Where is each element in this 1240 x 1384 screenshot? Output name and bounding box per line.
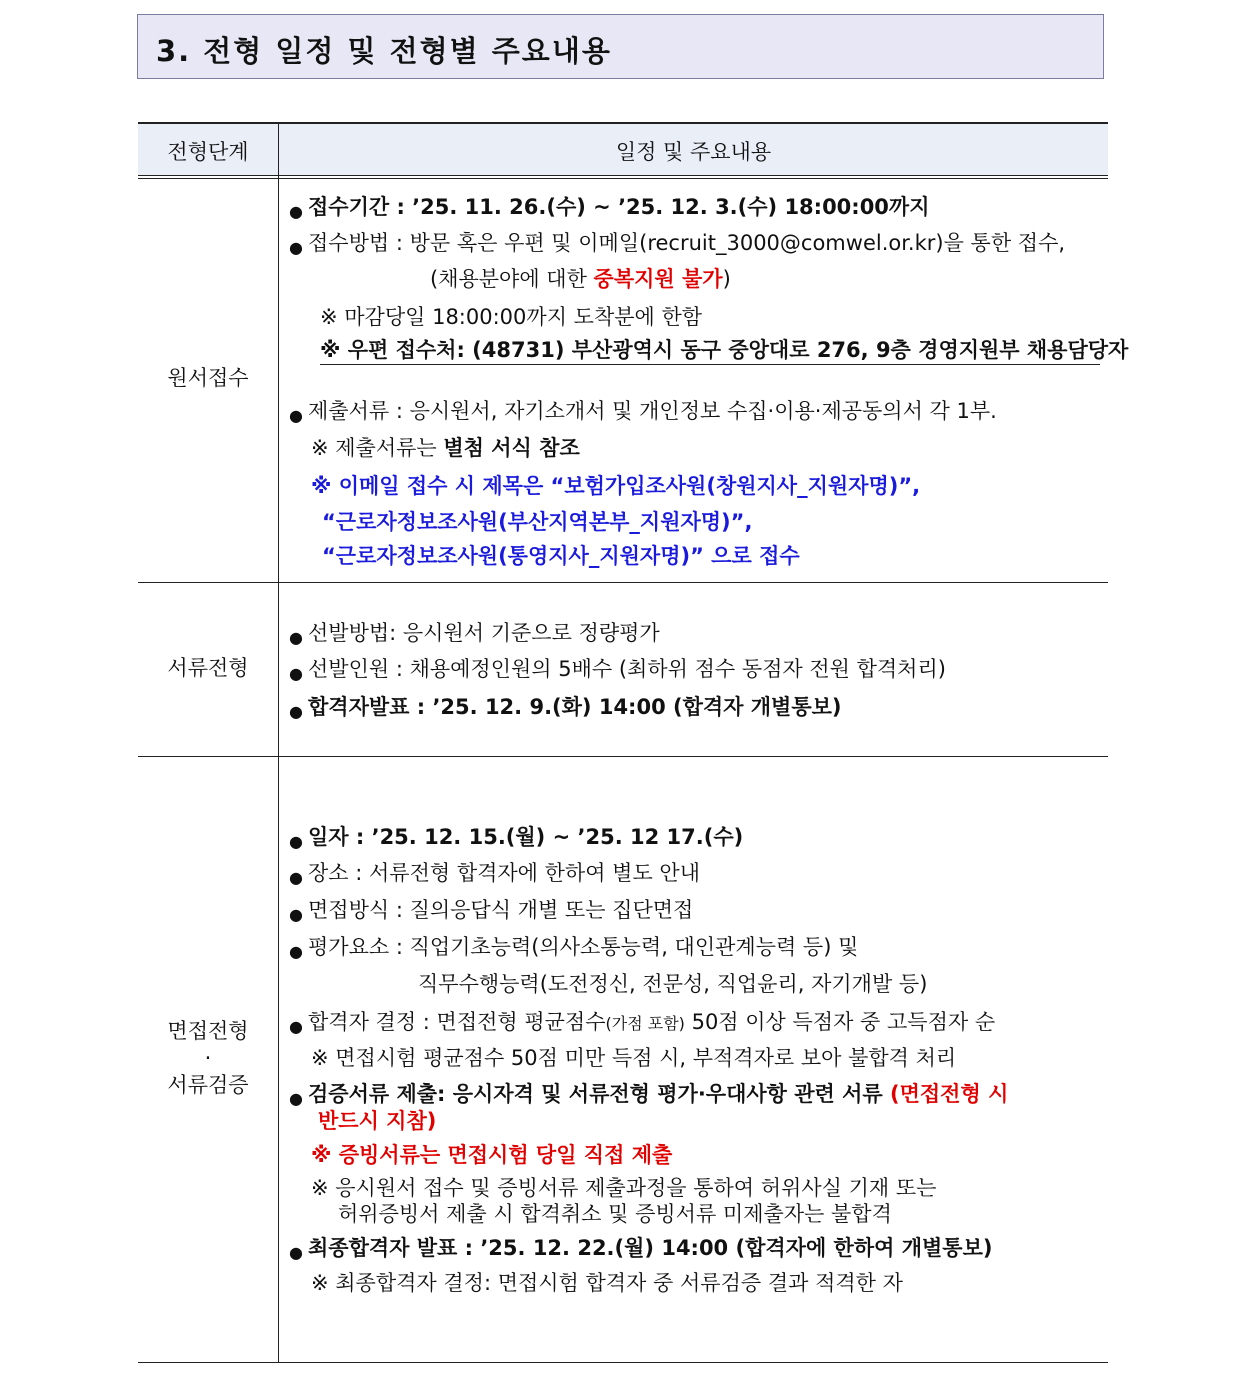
row-rule-1 [138,582,1108,583]
row-rule-2 [138,756,1108,757]
header-stage-label: 전형단계 [167,140,249,164]
note-form: ※ 제출서류는 별첨 서식 참조 [311,436,580,460]
bullet-icon: ● [289,238,303,257]
verification-documents: 검증서류 제출: 응시자격 및 서류전형 평가·우대사항 관련 서류 (면접전형 시 [308,1082,1009,1106]
bullet-icon: ● [289,664,303,683]
evaluation-elements-2: 직무수행능력(도전정신, 전문성, 직업윤리, 자기개발 등) [418,972,928,996]
header-rule-2 [138,178,1108,179]
schedule-table [138,122,1129,1363]
stage-separator-dot: · [204,1046,212,1070]
bullet-icon: ● [289,832,303,851]
document-pass-announcement: 합격자발표 : ’25. 12. 9.(화) 14:00 (합격자 개별통보) [308,695,842,719]
final-pass-note: ※ 최종합격자 결정: 면접시험 합격자 중 서류검증 결과 적격한 자 [311,1271,903,1295]
duplicate-not-allowed: 중복지원 불가 [593,267,723,291]
stage-document-screening: 서류전형 [167,656,249,680]
bullet-icon: ● [289,1017,303,1036]
final-pass-announcement: 최종합격자 발표 : ’25. 12. 22.(월) 14:00 (합격자에 한하여 개별통보) [308,1236,993,1260]
bullet-icon: ● [289,628,303,647]
selection-method: 선발방법: 응시원서 기준으로 정량평가 [308,621,660,645]
bullet-icon: ● [289,942,303,961]
interview-style: 면접방식 : 질의응답식 개별 또는 집단면접 [308,898,694,922]
proof-docs-note: ※ 증빙서류는 면접시험 당일 직접 제출 [311,1143,673,1167]
verification-documents-cont: 반드시 지참) [318,1109,437,1133]
email-title-line-1: ※ 이메일 접수 시 제목은 “보험가입조사원(창원지사_지원자명)”, [311,474,921,498]
bullet-icon: ● [289,905,303,924]
stage-interview: 면접전형 [167,1019,249,1043]
false-info-note-1: ※ 응시원서 접수 및 증빙서류 제출과정을 통하여 허위사실 기재 또는 [311,1176,937,1200]
false-info-note-2: 허위증빙서 제출 시 합격취소 및 증빙서류 미제출자는 불합격 [338,1202,892,1226]
section-title: 3. 전형 일정 및 전형별 주요내용 [156,34,612,68]
evaluation-elements-1: 평가요소 : 직업기초능력(의사소통능력, 대인관계능력 등) 및 [308,935,859,959]
interview-date: 일자 : ’25. 12. 15.(월) ~ ’25. 12 17.(수) [308,825,744,849]
selection-count: 선발인원 : 채용예정인원의 5배수 (최하위 점수 동점자 전원 합격처리) [308,657,946,681]
table-bottom-rule [138,1362,1108,1363]
pass-decision-note: ※ 면접시험 평균점수 50점 미만 득점 시, 부적격자로 보아 불합격 처리 [311,1046,957,1070]
email-title-line-3: “근로자정보조사원(통영지사_지원자명)” 으로 접수 [322,544,800,568]
header-rule-1 [138,175,1108,176]
bullet-icon: ● [289,406,303,425]
section-title-box [137,14,1104,79]
column-divider [278,122,279,1363]
bullet-icon: ● [289,202,303,221]
application-method-cont: (채용분야에 대한 중복지원 불가) [430,267,731,291]
bullet-icon: ● [289,868,303,887]
note-deadline: ※ 마감당일 18:00:00까지 도착분에 한함 [320,305,703,329]
bullet-icon: ● [289,702,303,721]
bullet-icon: ● [289,1243,303,1262]
bullet-icon: ● [289,1089,303,1108]
required-documents: 제출서류 : 응시원서, 자기소개서 및 개인정보 수집·이용·제공동의서 각 1부. [308,399,997,423]
pass-decision: 합격자 결정 : 면접전형 평균점수(가점 포함) 50점 이상 득점자 중 고득점자 순 [308,1010,996,1034]
stage-document-verification: 서류검증 [167,1073,249,1097]
application-period: 접수기간 : ’25. 11. 26.(수) ~ ’25. 12. 3.(수) 18:00:00까지 [308,195,930,219]
interview-place: 장소 : 서류전형 합격자에 한하여 별도 안내 [308,861,700,885]
application-method: 접수방법 : 방문 혹은 우편 및 이메일(recruit_3000@comwel.or.kr)을 통한 접수, [308,231,1066,255]
note-post-address: ※ 우편 접수처: (48731) 부산광역시 동구 중앙대로 276, 9층 경영지원부 채용담당자 [320,336,1100,365]
stage-application: 원서접수 [167,366,249,390]
header-content-label: 일정 및 주요내용 [615,140,772,164]
email-title-line-2: “근로자정보조사원(부산지역본부_지원자명)”, [322,510,753,534]
